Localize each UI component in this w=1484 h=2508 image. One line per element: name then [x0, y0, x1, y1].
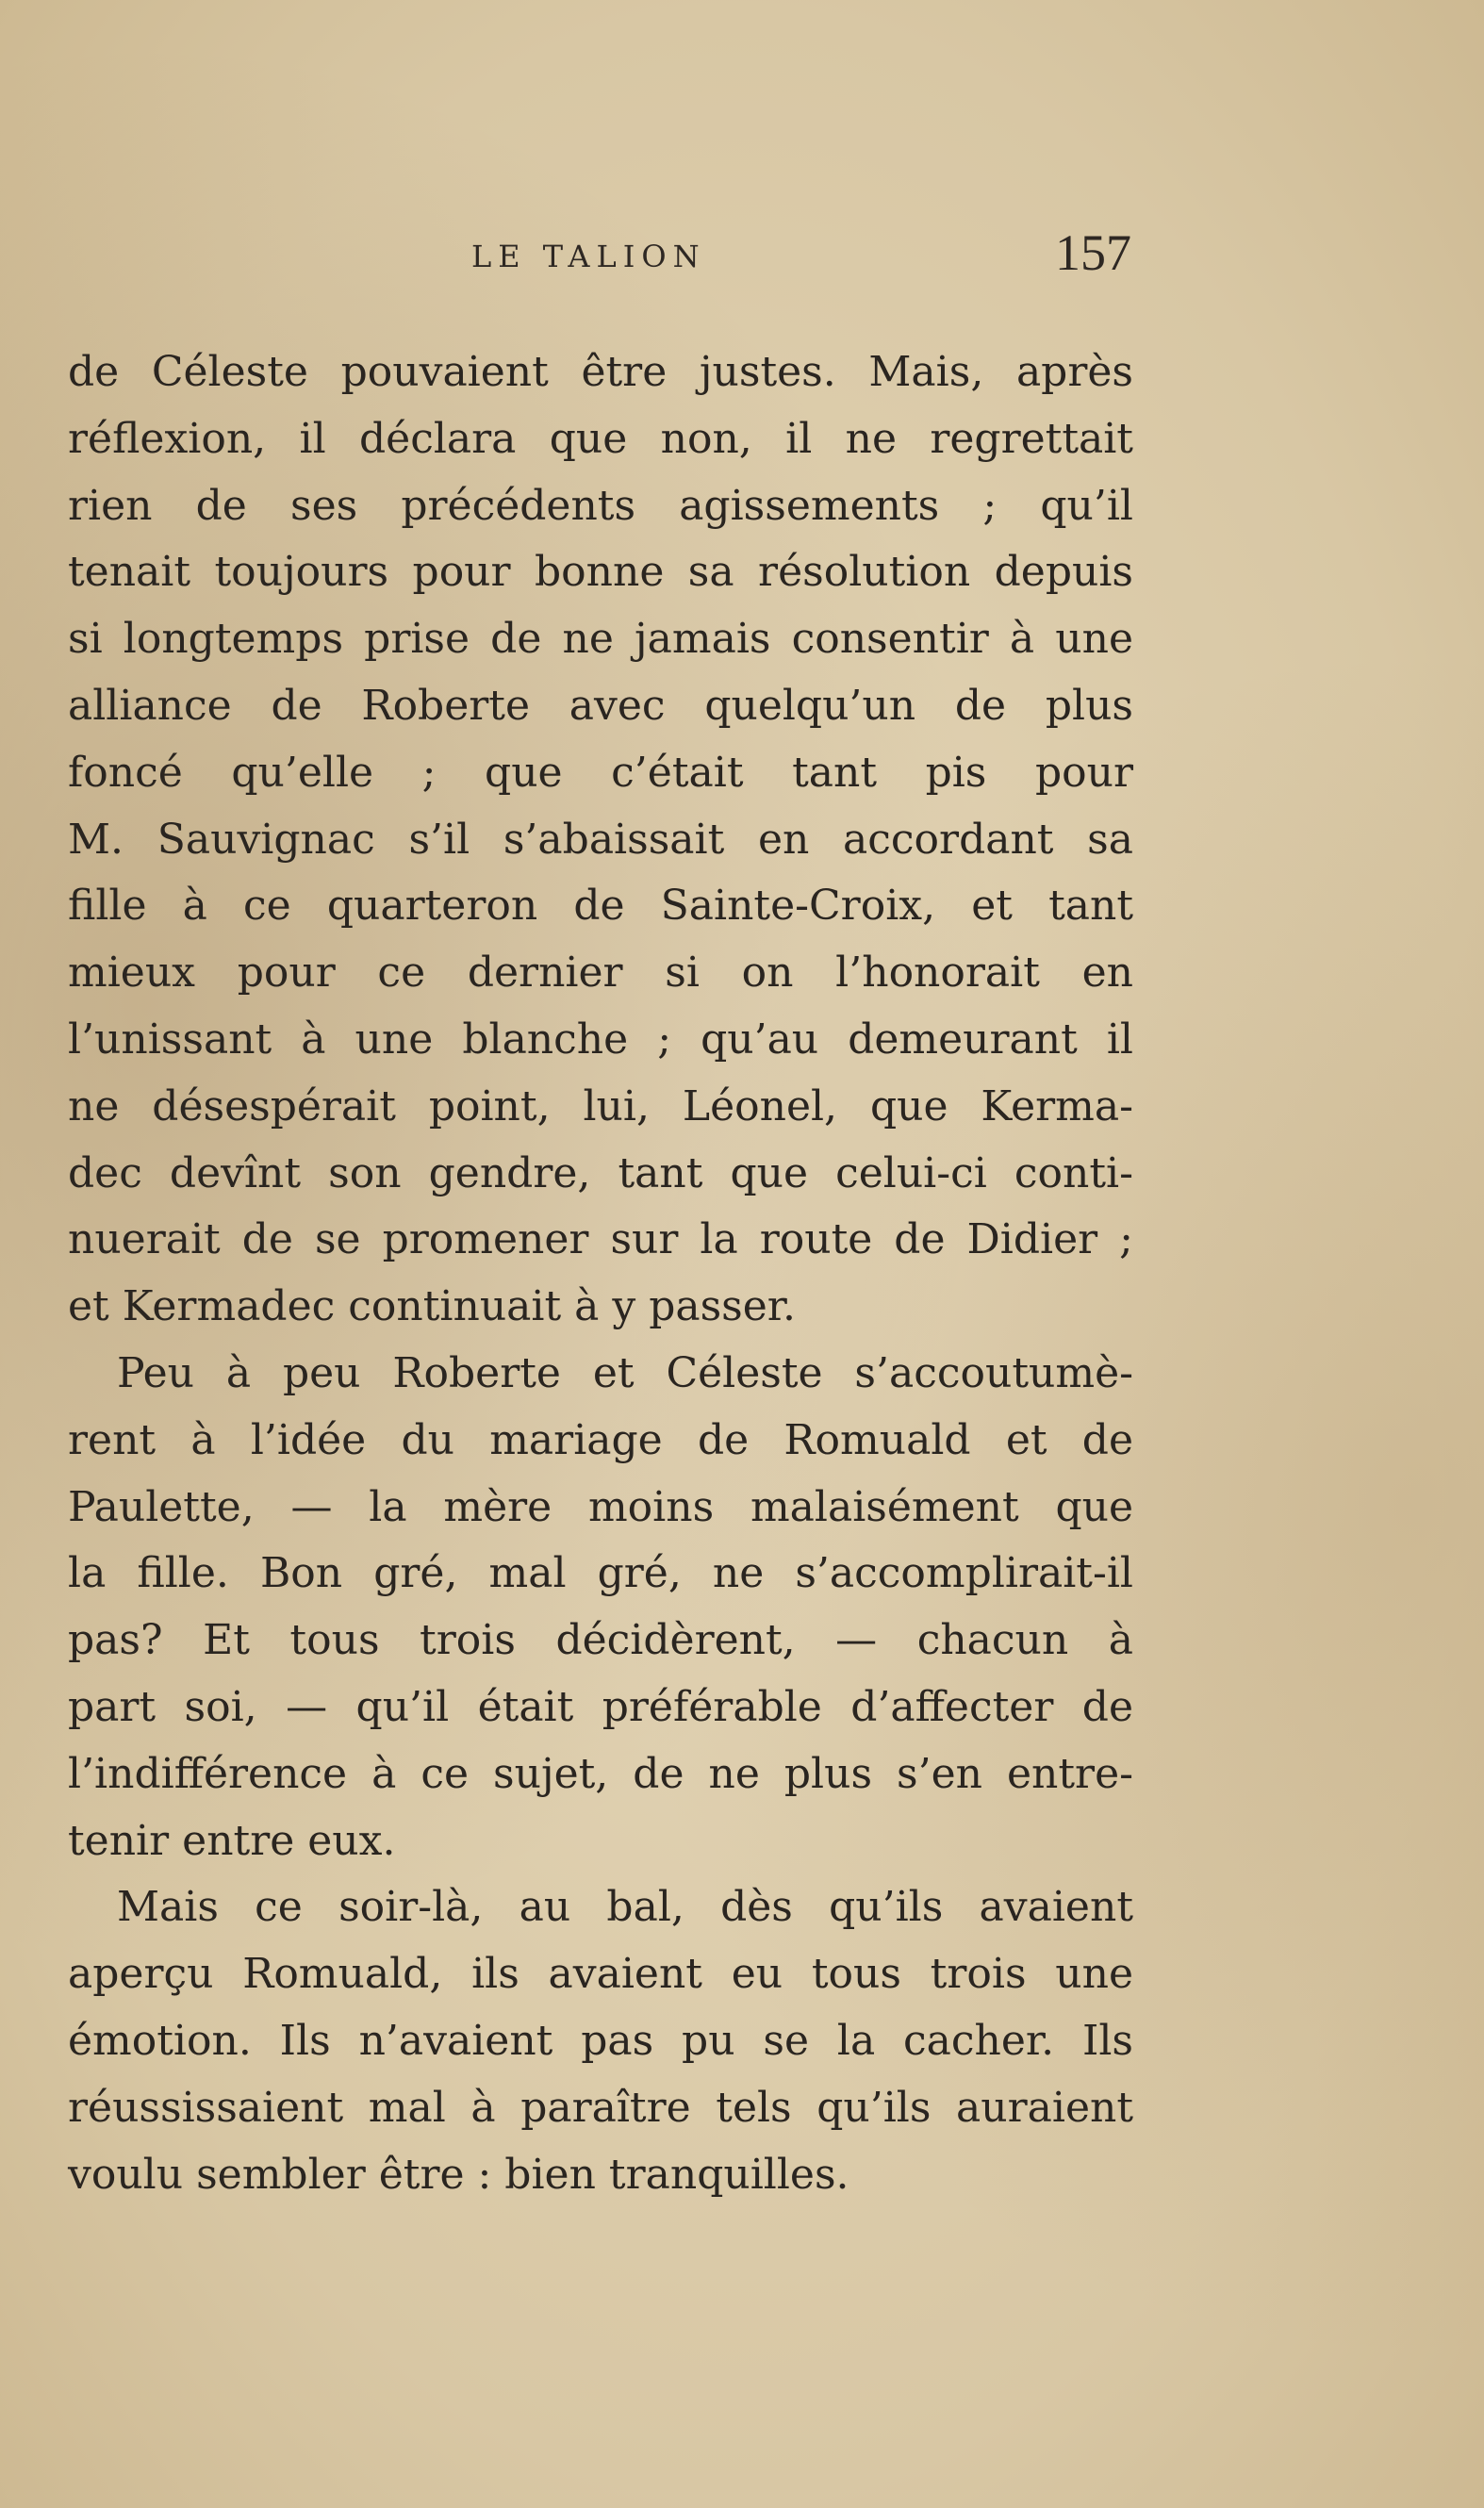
- text-line: la fille. Bon gré, mal gré, ne s’accomplirait-il: [68, 1549, 1133, 1598]
- text-line: l’unissant à une blanche ; qu’au demeurant il: [68, 1015, 1133, 1064]
- text-line: alliance de Roberte avec quelqu’un de plus: [68, 681, 1133, 730]
- text-line: foncé qu’elle ; que c’était tant pis pour: [68, 748, 1133, 797]
- text-line: Paulette, — la mère moins malaisément que: [68, 1482, 1133, 1531]
- text-line: mieux pour ce dernier si on l’honorait en: [68, 949, 1133, 998]
- text-line: aperçu Romuald, ils avaient eu tous trois une: [68, 1950, 1133, 1999]
- body-text: [68, 339, 1133, 2208]
- text-line: de Céleste pouvaient être justes. Mais, après: [68, 348, 1133, 396]
- text-line: nuerait de se promener sur la route de Didier ;: [68, 1215, 1133, 1264]
- text-line: M. Sauvignac s’il s’abaissait en accordant sa: [68, 815, 1133, 864]
- text-line: pas? Et tous trois décidèrent, — chacun à: [68, 1616, 1133, 1665]
- text-line: tenait toujours pour bonne sa résolution depuis: [68, 548, 1133, 597]
- text-line: Mais ce soir-là, au bal, dès qu’ils avaient: [117, 1883, 1133, 1932]
- text-line: part soi, — qu’il était préférable d’affecter de: [68, 1682, 1133, 1731]
- page-header: [66, 224, 1131, 288]
- text-line: et Kermadec continuait à y passer.: [68, 1282, 796, 1331]
- text-line: l’indifférence à ce sujet, de ne plus s’en entre-: [68, 1749, 1133, 1798]
- paragraph-1: [68, 339, 1133, 1341]
- page-number: 157: [1055, 224, 1131, 281]
- text-line: rien de ses précédents agissements ; qu’il: [68, 481, 1133, 530]
- text-line: Peu à peu Roberte et Céleste s’accoutumè-: [117, 1348, 1133, 1397]
- text-line: tenir entre eux.: [68, 1816, 396, 1865]
- text-line: si longtemps prise de ne jamais consentir à une: [68, 615, 1133, 664]
- text-line: rent à l’idée du mariage de Romuald et de: [68, 1415, 1133, 1464]
- paragraph-2: [68, 1341, 1133, 1874]
- text-line: fille à ce quarteron de Sainte-Croix, et tant: [68, 882, 1133, 931]
- text-line: dec devînt son gendre, tant que celui-ci conti-: [68, 1148, 1133, 1197]
- running-title: LE TALION: [471, 239, 706, 274]
- text-line: voulu sembler être : bien tranquilles.: [68, 2150, 849, 2199]
- text-line: ne désespérait point, lui, Léonel, que Kerma-: [68, 1081, 1133, 1130]
- paragraph-3: [68, 1874, 1133, 2208]
- text-line: réussissaient mal à paraître tels qu’ils auraient: [68, 2083, 1133, 2132]
- text-line: émotion. Ils n’avaient pas pu se la cacher. Ils: [68, 2016, 1133, 2065]
- text-line: réflexion, il déclara que non, il ne regrettait: [68, 414, 1133, 463]
